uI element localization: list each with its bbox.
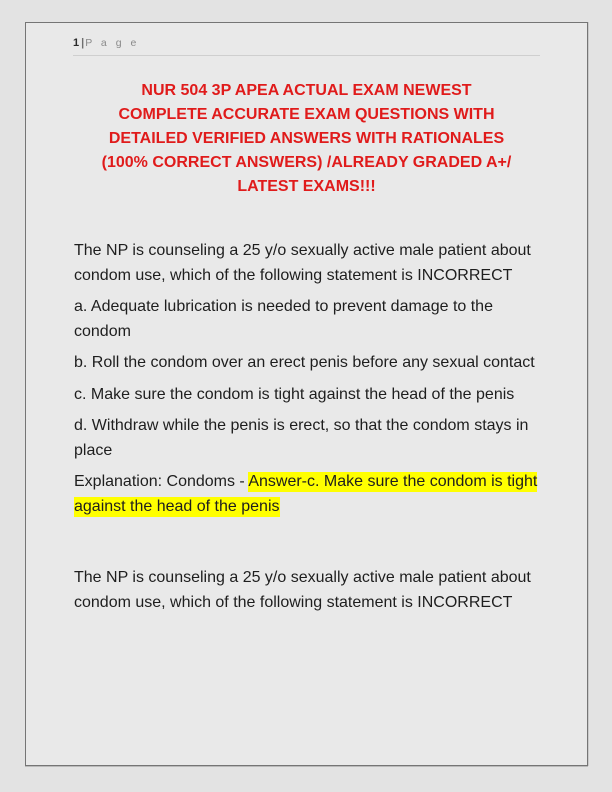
page-header	[73, 37, 540, 56]
answer-option-b: b. Roll the condom over an erect penis before any sexual contact	[74, 354, 535, 371]
page-number: 1	[73, 37, 81, 49]
document-title	[56, 79, 557, 199]
document-page	[25, 22, 588, 766]
title-line-2: COMPLETE ACCURATE EXAM QUESTIONS WITH	[118, 106, 495, 123]
title-line-3: DETAILED VERIFIED ANSWERS WITH RATIONALES	[108, 130, 505, 147]
page-header-separator: |	[81, 37, 85, 49]
title-line-1: NUR 504 3P APEA ACTUAL EXAM NEWEST	[141, 82, 472, 99]
answer-option-a: a. Adequate lubrication is needed to prevent damage to the condom	[74, 298, 493, 340]
page-header-label: P a g e	[85, 37, 140, 49]
explanation-answer-highlight: Answer-c. Make sure the condom is tight against the head of the penis	[74, 473, 538, 515]
question-prompt-repeat: The NP is counseling a 25 y/o sexually active male patient about condom use, which of the following statement is INCORRECT	[74, 569, 531, 611]
question-prompt: The NP is counseling a 25 y/o sexually active male patient about condom use, which of the following statement is INCORRECT	[74, 242, 531, 284]
title-line-5: LATEST EXAMS!!!	[237, 178, 376, 195]
explanation-prefix: Explanation: Condoms -	[74, 473, 249, 490]
title-line-4: (100% CORRECT ANSWERS) /ALREADY GRADED A+/	[101, 154, 512, 171]
document-body	[74, 239, 542, 615]
answer-option-d: d. Withdraw while the penis is erect, so that the condom stays in place	[74, 417, 529, 459]
answer-option-c: c. Make sure the condom is tight against the head of the penis	[74, 385, 515, 403]
explanation-paragraph	[74, 470, 542, 519]
